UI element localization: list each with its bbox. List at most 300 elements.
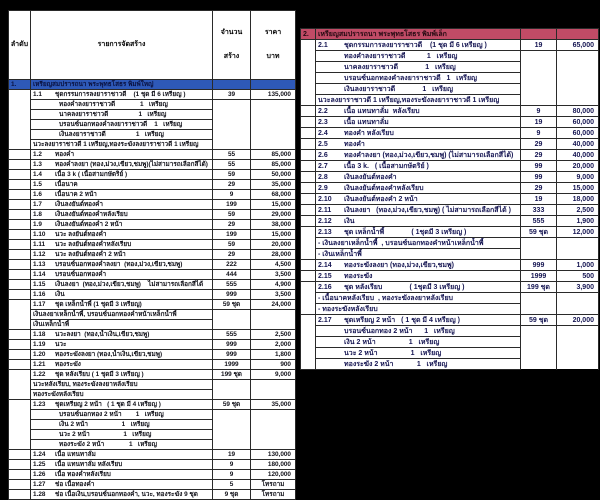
- price-cell: [251, 410, 296, 420]
- qty-cell: 999: [521, 260, 557, 271]
- item-label: - เงินลงยาเหล็กน้ำพี้ , บรอนซ์นอกทองคำหน้าเหล็กน้ำพี้: [318, 239, 484, 247]
- item-label: เงินลงยา (ทอง,ม่วง,เขียว,ชมพู) ไม่สามารถเลือกสีได้: [55, 280, 204, 288]
- table-row: [9, 320, 296, 330]
- row-no-cell: [301, 260, 316, 271]
- row-no-cell: [301, 227, 316, 260]
- item-no: 1.2: [33, 150, 42, 158]
- table-row: [301, 271, 599, 282]
- item-label: เนื้อ แทนทาลั่ม หลังเรียบ: [344, 107, 420, 115]
- price-cell: [557, 95, 599, 106]
- section-no: 2.: [301, 29, 316, 40]
- item-cell: [31, 230, 213, 240]
- qty-cell: 1999: [521, 271, 557, 282]
- item-cell: [316, 337, 521, 348]
- price-cell: 4,500: [251, 260, 296, 270]
- item-cell: [31, 450, 213, 460]
- qty-cell: 9 ชุด: [213, 490, 251, 500]
- qty-cell: 29: [521, 150, 557, 161]
- item-cell: [316, 150, 521, 161]
- item-no: 1.18: [33, 330, 46, 338]
- item-label: นาคลงยาราชาวดี 1 เหรียญ: [344, 63, 456, 71]
- item-cell: [31, 190, 213, 200]
- row-no-cell: [301, 40, 316, 106]
- table-row: [9, 350, 296, 360]
- price-cell: [557, 348, 599, 359]
- row-no-cell: [9, 260, 31, 270]
- qty-cell: [521, 73, 557, 84]
- section-cell: [557, 29, 599, 40]
- table-row: [9, 130, 296, 140]
- price-cell: 35,000: [251, 180, 296, 190]
- price-table-large: [8, 10, 296, 500]
- price-cell: [251, 420, 296, 430]
- qty-cell: [213, 440, 251, 450]
- item-no: 1.15: [33, 280, 46, 288]
- item-no: 2.12: [318, 217, 332, 225]
- row-no-cell: [9, 240, 31, 250]
- item-no: 1.10: [33, 230, 46, 238]
- item-label: เงิน: [55, 290, 65, 298]
- item-cell: [31, 240, 213, 250]
- price-cell: 2,500: [251, 330, 296, 340]
- item-cell: [31, 430, 213, 440]
- price-cell: 20,000: [557, 161, 599, 172]
- price-cell: [251, 430, 296, 440]
- qty-cell: 5: [213, 480, 251, 490]
- item-no: 1.17: [33, 300, 46, 308]
- qty-cell: 9: [213, 470, 251, 480]
- row-no-cell: [9, 450, 31, 460]
- row-no-cell: [301, 216, 316, 227]
- item-label: นวะหลังเรียบ, ทองระฆังลงยาหลังเรียบ: [33, 380, 138, 388]
- item-label: เนื้อ 3 k ( เนื้อสามกษัตริย์ ): [55, 170, 128, 178]
- price-cell: [251, 100, 296, 110]
- price-cell: 1,800: [251, 350, 296, 360]
- item-cell: [31, 480, 213, 490]
- item-no: 1.22: [33, 370, 46, 378]
- item-label: เงินลงยาราชาวดี 1 เหรียญ: [344, 85, 453, 93]
- section-cell: [251, 80, 296, 90]
- price-cell: 29,000: [251, 210, 296, 220]
- item-label: นวะ ลงยันต์ทองคำหลังเรียบ: [55, 240, 132, 248]
- table-row: [9, 400, 296, 410]
- table-row: [9, 280, 296, 290]
- row-no-cell: [301, 282, 316, 315]
- item-label: เงินเหล็กน้ำพี้: [33, 320, 70, 328]
- qty-cell: [213, 100, 251, 110]
- column-header-row: [9, 11, 296, 80]
- item-no: 2.2: [318, 107, 328, 115]
- table-row: [9, 340, 296, 350]
- table-row: [301, 62, 599, 73]
- row-no-cell: [301, 205, 316, 216]
- item-no: 1.4: [33, 170, 42, 178]
- qty-cell: [213, 390, 251, 400]
- item-no: 2.9: [318, 184, 328, 192]
- table-small-body: [301, 29, 599, 370]
- price-cell: 180,000: [251, 460, 296, 470]
- item-no: 1.24: [33, 450, 46, 458]
- price-cell: 18,000: [557, 194, 599, 205]
- item-label: ทองระฆังลงยา (ทอง,น้ำเงิน,เขียว,ชมพู): [55, 350, 163, 358]
- item-label: บรอนซ์นอกทองคำลงยา (ทอง,ม่วง,เขียว,ชมพู): [55, 260, 183, 268]
- table-row: [301, 337, 599, 348]
- item-label: บรอนซ์นอกทองคำ: [55, 270, 107, 278]
- table-row: [9, 300, 296, 310]
- price-cell: [557, 337, 599, 348]
- qty-cell: 59 ชุด: [521, 315, 557, 326]
- item-cell: [316, 128, 521, 139]
- row-no-cell: [9, 270, 31, 280]
- item-label: นวะลงยา (ทอง,น้ำเงิน,เขียว,ชมพู): [55, 330, 150, 338]
- item-label: ชุดเหรียญ 2 หน้า ( 1 ชุด มี 4 เหรียญ ): [344, 316, 460, 324]
- item-cell: [316, 238, 521, 249]
- item-cell: [31, 400, 213, 410]
- price-cell: 1,000: [557, 260, 599, 271]
- item-label: บรอนซ์นอกทองคำลงยาราชาวดี 1 เหรียญ: [344, 74, 478, 82]
- item-label: ทองระฆัง 2 หน้า 1 เหรียญ: [59, 440, 157, 448]
- qty-cell: [521, 359, 557, 370]
- item-label: เงินลงยันต์ทองคำ 2 หน้า: [344, 195, 418, 203]
- item-cell: [31, 100, 213, 110]
- price-cell: 12,000: [557, 227, 599, 238]
- price-cell: 24,000: [251, 300, 296, 310]
- qty-cell: [213, 310, 251, 320]
- item-cell: [31, 310, 213, 320]
- price-cell: 85,000: [251, 160, 296, 170]
- item-cell: [316, 249, 521, 260]
- table-large-body: [9, 80, 296, 500]
- row-no-cell: [9, 190, 31, 200]
- price-cell: 1,900: [557, 216, 599, 227]
- price-cell: 35,000: [251, 400, 296, 410]
- row-no-cell: [9, 290, 31, 300]
- price-cell: [251, 310, 296, 320]
- row-no-cell: [9, 90, 31, 150]
- price-cell: 80,000: [557, 106, 599, 117]
- table-row: [301, 150, 599, 161]
- item-no: 1.25: [33, 460, 46, 468]
- item-no: 1.13: [33, 260, 46, 268]
- item-label: ชุด หลังเรียบ ( 1ชุดมี 3 เหรียญ ): [344, 283, 465, 291]
- item-no: 2.13: [318, 228, 332, 236]
- price-cell: [251, 380, 296, 390]
- row-no-cell: [9, 160, 31, 170]
- item-label: นาคลงยาราชาวดี 1 เหรียญ: [59, 110, 167, 118]
- section-title: เหรียญสมปรารถนา พระพุทธโสธร พิมพ์ใหญ่: [31, 80, 213, 90]
- qty-cell: 999: [213, 340, 251, 350]
- item-cell: [31, 300, 213, 310]
- price-cell: [557, 326, 599, 337]
- qty-cell: 9: [521, 106, 557, 117]
- qty-cell: 222: [213, 260, 251, 270]
- item-no: 1.28: [33, 490, 46, 498]
- table-row: [9, 290, 296, 300]
- item-label: เนื้อ แทนทาลั่ม: [55, 450, 96, 458]
- qty-cell: [521, 238, 557, 249]
- qty-cell: 99: [521, 172, 557, 183]
- price-cell: โทรถาม: [251, 490, 296, 500]
- qty-cell: 19: [521, 117, 557, 128]
- qty-cell: 59: [213, 170, 251, 180]
- row-no-cell: [9, 330, 31, 340]
- table-row: [301, 139, 599, 150]
- qty-cell: 19: [521, 194, 557, 205]
- item-label: นวะ ลงยันต์ทองคำ 2 หน้า: [55, 250, 126, 258]
- item-label: เนื้อ แทนทาลั่ม หลังเรียบ: [55, 460, 123, 468]
- item-label: ช่อ เนื้อทองคำ: [55, 480, 95, 488]
- item-cell: [31, 360, 213, 370]
- row-no-cell: [9, 360, 31, 370]
- item-cell: [31, 290, 213, 300]
- price-cell: [557, 304, 599, 315]
- qty-cell: 55: [213, 160, 251, 170]
- table-row: [301, 326, 599, 337]
- item-no: 2.5: [318, 140, 328, 148]
- table-row: [301, 84, 599, 95]
- item-cell: [316, 227, 521, 238]
- col-header-price: [251, 11, 296, 80]
- price-cell: [557, 238, 599, 249]
- row-no-cell: [9, 340, 31, 350]
- table-large-wrapper: [8, 10, 295, 500]
- table-row: [301, 117, 599, 128]
- table-row: [301, 282, 599, 293]
- price-cell: [251, 120, 296, 130]
- price-cell: 9,000: [557, 172, 599, 183]
- item-cell: [316, 271, 521, 282]
- item-cell: [316, 117, 521, 128]
- row-no-cell: [9, 200, 31, 210]
- item-label: เนื้อนาค: [55, 180, 78, 188]
- price-cell: 15,000: [251, 230, 296, 240]
- item-no: 2.10: [318, 195, 332, 203]
- qty-cell: 999: [213, 350, 251, 360]
- item-label: - เนื้อนาคหลังเรียบ , ทองระฆังลงยาหลังเรียบ: [318, 294, 453, 302]
- qty-cell: 199 ชุด: [213, 370, 251, 380]
- qty-cell: 444: [213, 270, 251, 280]
- item-label: เงินลงยันต์ทองคำ 2 หน้า: [55, 220, 123, 228]
- item-label: ชุด เหล็กน้ำพี้ ( 1ชุดมี 3 เหรียญ ): [344, 228, 467, 236]
- item-label: ชุดกรรมการลงยาราชาวดี (1 ชุด มี 6 เหรียญ ): [55, 90, 186, 98]
- qty-cell: [521, 293, 557, 304]
- price-cell: 135,000: [251, 90, 296, 100]
- item-cell: [31, 160, 213, 170]
- qty-cell: [213, 120, 251, 130]
- table-row: [9, 480, 296, 490]
- table-row: [9, 410, 296, 420]
- item-label: เงินลงยันต์ทองคำ: [344, 173, 397, 181]
- qty-cell: [521, 84, 557, 95]
- section-header-row: [9, 80, 296, 90]
- row-no-cell: [9, 490, 31, 500]
- qty-cell: 59: [213, 210, 251, 220]
- price-cell: [251, 440, 296, 450]
- qty-cell: [521, 326, 557, 337]
- item-cell: [31, 90, 213, 100]
- item-label: ชุดกรรมการลงยาราชาวดี (1 ชุด มี 6 เหรียญ ): [344, 41, 487, 49]
- price-cell: [557, 84, 599, 95]
- table-row: [9, 100, 296, 110]
- table-row: [301, 227, 599, 238]
- item-cell: [316, 161, 521, 172]
- item-cell: [31, 260, 213, 270]
- price-cell: 65,000: [557, 40, 599, 51]
- item-label: เงินลงยันต์ทองคำ: [55, 200, 104, 208]
- item-no: 1.7: [33, 200, 42, 208]
- item-cell: [31, 170, 213, 180]
- item-cell: [31, 110, 213, 120]
- price-cell: 40,000: [557, 139, 599, 150]
- item-no: 1.16: [33, 290, 46, 298]
- qty-cell: [213, 430, 251, 440]
- item-cell: [316, 326, 521, 337]
- table-row: [9, 360, 296, 370]
- qty-cell: 55: [213, 150, 251, 160]
- col-header-no: ลำดับ: [9, 11, 31, 80]
- price-cell: [557, 51, 599, 62]
- section-cell: [521, 29, 557, 40]
- item-label: เนื้อ 3 k. ( เนื้อสามกษัตริย์ ): [344, 162, 429, 170]
- item-cell: [31, 330, 213, 340]
- table-row: [9, 120, 296, 130]
- table-row: [9, 210, 296, 220]
- qty-cell: 29: [521, 139, 557, 150]
- qty-cell: 199: [213, 230, 251, 240]
- qty-cell: [213, 140, 251, 150]
- price-cell: 500: [557, 271, 599, 282]
- row-no-cell: [9, 250, 31, 260]
- item-cell: [31, 280, 213, 290]
- table-row: [9, 270, 296, 280]
- row-no-cell: [301, 128, 316, 139]
- price-cell: 20,000: [251, 240, 296, 250]
- item-label: ช่อ เนื้อเงิน,บรอนซ์นอกทองคำ, นวะ, ทองระฆัง 9 ชุด: [55, 490, 198, 498]
- item-label: นวะ 2 หน้า 1 เหรียญ: [344, 349, 442, 357]
- item-cell: [316, 194, 521, 205]
- item-cell: [316, 51, 521, 62]
- price-cell: 15,000: [557, 183, 599, 194]
- item-label: เนื้อ ทองคำหลังเรียบ: [55, 470, 111, 478]
- item-no: 1.6: [33, 190, 42, 198]
- item-cell: [31, 130, 213, 140]
- price-cell: 900: [251, 360, 296, 370]
- table-row: [9, 260, 296, 270]
- item-cell: [31, 200, 213, 210]
- item-cell: [31, 440, 213, 450]
- item-cell: [31, 180, 213, 190]
- item-cell: [316, 348, 521, 359]
- price-cell: [251, 130, 296, 140]
- table-row: [9, 90, 296, 100]
- item-cell: [31, 270, 213, 280]
- table-row: [9, 390, 296, 400]
- table-small-wrapper: [300, 28, 598, 370]
- price-cell: [557, 359, 599, 370]
- qty-cell: [521, 95, 557, 106]
- section-title: เหรียญสมปรารถนา พระพุทธโสธร พิมพ์เล็ก: [316, 29, 521, 40]
- row-no-cell: [9, 480, 31, 490]
- item-label: นวะ ลงยันต์ทองคำ: [55, 230, 107, 238]
- qty-cell: [213, 380, 251, 390]
- item-label: เงินลงยันต์ทองคำหลังเรียบ: [55, 210, 128, 218]
- item-no: 1.12: [33, 250, 46, 258]
- item-label: ทองคำ: [344, 140, 365, 148]
- item-no: 1.11: [33, 240, 46, 248]
- item-label: ทองคำลงยา (ทอง,ม่วง,เขียว,ชมพู) (ไม่สามารถเลือกสีได้): [344, 151, 514, 159]
- table-row: [301, 51, 599, 62]
- item-cell: [31, 490, 213, 500]
- item-label: เนื้อนาค 2 หน้า: [55, 190, 97, 198]
- item-cell: [316, 205, 521, 216]
- item-no: 1.19: [33, 340, 46, 348]
- item-label: ทองคำ: [55, 150, 75, 158]
- row-no-cell: [9, 300, 31, 330]
- price-cell: [557, 249, 599, 260]
- qty-cell: [521, 249, 557, 260]
- table-row: [301, 293, 599, 304]
- item-cell: [316, 260, 521, 271]
- item-label: นวะลงยาราชาวดี 1 เหรียญ,ทองระฆังลงยาราชาวดี 1 เหรียญ: [33, 140, 199, 148]
- item-cell: [316, 73, 521, 84]
- price-cell: 50,000: [251, 170, 296, 180]
- col-header-price-line1: ราคา: [264, 29, 282, 36]
- item-label: ทองระฆัง: [55, 360, 81, 368]
- row-no-cell: [9, 170, 31, 180]
- item-label: ทองคำ หลังเรียบ: [344, 129, 394, 137]
- section-header-row: [301, 29, 599, 40]
- qty-cell: 29: [213, 250, 251, 260]
- price-cell: 28,000: [251, 250, 296, 260]
- row-no-cell: [9, 400, 31, 450]
- price-cell: โทรถาม: [251, 480, 296, 490]
- row-no-cell: [301, 106, 316, 117]
- table-row: [301, 40, 599, 51]
- item-label: เงินลงยาราชาวดี 1 เหรียญ: [59, 130, 164, 138]
- item-cell: [31, 120, 213, 130]
- item-label: ทองระฆัง 2 หน้า 1 เหรียญ: [344, 360, 448, 368]
- table-row: [9, 160, 296, 170]
- table-row: [9, 170, 296, 180]
- item-label: เงิน 2 หน้า 1 เหรียญ: [59, 420, 150, 428]
- item-cell: [31, 460, 213, 470]
- qty-cell: [521, 62, 557, 73]
- qty-cell: 99: [521, 161, 557, 172]
- item-cell: [31, 220, 213, 230]
- item-label: เงินลงยาเหล็กน้ำพี้, บรอนซ์นอกทองคำหน้าเหล็กน้ำพี้: [33, 310, 177, 318]
- price-cell: 130,000: [251, 450, 296, 460]
- item-cell: [316, 106, 521, 117]
- row-no-cell: [301, 194, 316, 205]
- item-no: 2.1: [318, 41, 328, 49]
- table-row: [301, 359, 599, 370]
- row-no-cell: [9, 230, 31, 240]
- item-cell: [316, 359, 521, 370]
- price-cell: [251, 390, 296, 400]
- item-no: 2.17: [318, 316, 332, 324]
- item-no: 1.8: [33, 210, 42, 218]
- qty-cell: [521, 51, 557, 62]
- item-no: 1.9: [33, 220, 42, 228]
- row-no-cell: [301, 150, 316, 161]
- table-row: [9, 140, 296, 150]
- item-no: 1.26: [33, 470, 46, 478]
- item-no: 2.6: [318, 151, 328, 159]
- qty-cell: 19: [521, 40, 557, 51]
- table-row: [9, 450, 296, 460]
- row-no-cell: [301, 271, 316, 282]
- table-row: [9, 200, 296, 210]
